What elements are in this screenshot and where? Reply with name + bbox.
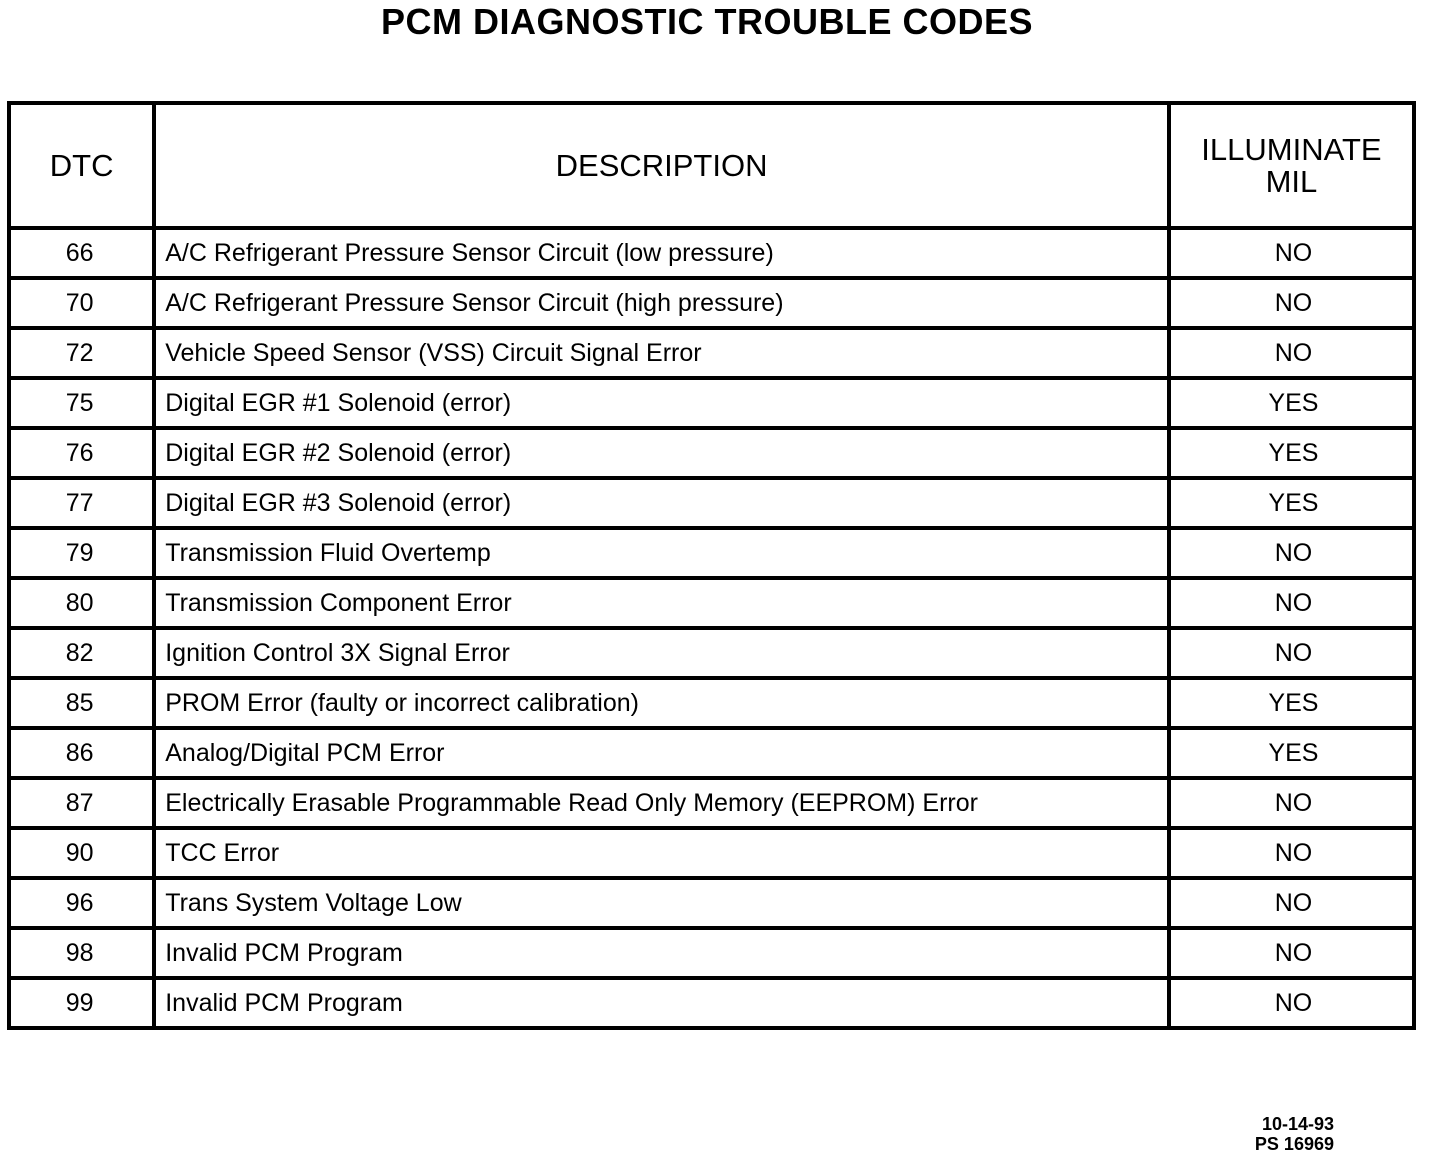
header-illuminate-mil xyxy=(1169,103,1414,228)
mil-status: NO xyxy=(1169,978,1414,1028)
table-row xyxy=(9,378,1414,428)
table-row xyxy=(9,778,1414,828)
dtc-code: 77 xyxy=(9,478,154,528)
table-row xyxy=(9,278,1414,328)
dtc-table xyxy=(7,101,1416,1030)
figure-reference xyxy=(1180,1114,1334,1154)
dtc-description: Transmission Component Error xyxy=(154,578,1169,628)
header-description: DESCRIPTION xyxy=(154,103,1169,228)
dtc-code: 82 xyxy=(9,628,154,678)
header-mil-line1: ILLUMINATE xyxy=(1201,131,1382,167)
dtc-code: 75 xyxy=(9,378,154,428)
mil-status: NO xyxy=(1169,628,1414,678)
mil-status: YES xyxy=(1169,478,1414,528)
dtc-code: 72 xyxy=(9,328,154,378)
dtc-code: 85 xyxy=(9,678,154,728)
dtc-description: Invalid PCM Program xyxy=(154,928,1169,978)
table-row xyxy=(9,428,1414,478)
header-dtc: DTC xyxy=(9,103,154,228)
mil-status: NO xyxy=(1169,778,1414,828)
dtc-description: Vehicle Speed Sensor (VSS) Circuit Signal Error xyxy=(154,328,1169,378)
dtc-code: 70 xyxy=(9,278,154,328)
dtc-description: A/C Refrigerant Pressure Sensor Circuit (high pressure) xyxy=(154,278,1169,328)
header-mil-line2: MIL xyxy=(1265,163,1318,199)
dtc-description: Invalid PCM Program xyxy=(154,978,1169,1028)
dtc-description: Digital EGR #2 Solenoid (error) xyxy=(154,428,1169,478)
mil-status: NO xyxy=(1169,878,1414,928)
dtc-description: TCC Error xyxy=(154,828,1169,878)
table-header-row xyxy=(9,103,1414,228)
dtc-description: Digital EGR #3 Solenoid (error) xyxy=(154,478,1169,528)
dtc-description: A/C Refrigerant Pressure Sensor Circuit (low pressure) xyxy=(154,228,1169,278)
table-row xyxy=(9,528,1414,578)
dtc-code: 98 xyxy=(9,928,154,978)
dtc-code: 80 xyxy=(9,578,154,628)
figure-date: 10-14-93 xyxy=(1261,1114,1334,1134)
mil-status: YES xyxy=(1169,378,1414,428)
mil-status: NO xyxy=(1169,278,1414,328)
mil-status: NO xyxy=(1169,578,1414,628)
dtc-code: 79 xyxy=(9,528,154,578)
table-row xyxy=(9,728,1414,778)
dtc-description: Trans System Voltage Low xyxy=(154,878,1169,928)
dtc-code: 90 xyxy=(9,828,154,878)
table-row xyxy=(9,978,1414,1028)
figure-id: PS 16969 xyxy=(1254,1134,1334,1154)
mil-status: NO xyxy=(1169,228,1414,278)
mil-status: NO xyxy=(1169,328,1414,378)
dtc-code: 99 xyxy=(9,978,154,1028)
table-row xyxy=(9,628,1414,678)
mil-status: NO xyxy=(1169,928,1414,978)
table-row xyxy=(9,478,1414,528)
dtc-description: Transmission Fluid Overtemp xyxy=(154,528,1169,578)
mil-status: NO xyxy=(1169,528,1414,578)
table-row xyxy=(9,928,1414,978)
table-row xyxy=(9,228,1414,278)
dtc-description: Electrically Erasable Programmable Read Only Memory (EEPROM) Error xyxy=(154,778,1169,828)
dtc-description: Digital EGR #1 Solenoid (error) xyxy=(154,378,1169,428)
mil-status: YES xyxy=(1169,428,1414,478)
table-row xyxy=(9,878,1414,928)
dtc-description: Ignition Control 3X Signal Error xyxy=(154,628,1169,678)
page-title: PCM DIAGNOSTIC TROUBLE CODES xyxy=(380,1,1033,42)
mil-status: YES xyxy=(1169,678,1414,728)
dtc-code: 66 xyxy=(9,228,154,278)
dtc-description: PROM Error (faulty or incorrect calibration) xyxy=(154,678,1169,728)
dtc-code: 87 xyxy=(9,778,154,828)
dtc-code: 86 xyxy=(9,728,154,778)
table-row xyxy=(9,578,1414,628)
dtc-code: 76 xyxy=(9,428,154,478)
mil-status: NO xyxy=(1169,828,1414,878)
dtc-code: 96 xyxy=(9,878,154,928)
table-row xyxy=(9,828,1414,878)
table-row xyxy=(9,678,1414,728)
mil-status: YES xyxy=(1169,728,1414,778)
dtc-description: Analog/Digital PCM Error xyxy=(154,728,1169,778)
table-row xyxy=(9,328,1414,378)
